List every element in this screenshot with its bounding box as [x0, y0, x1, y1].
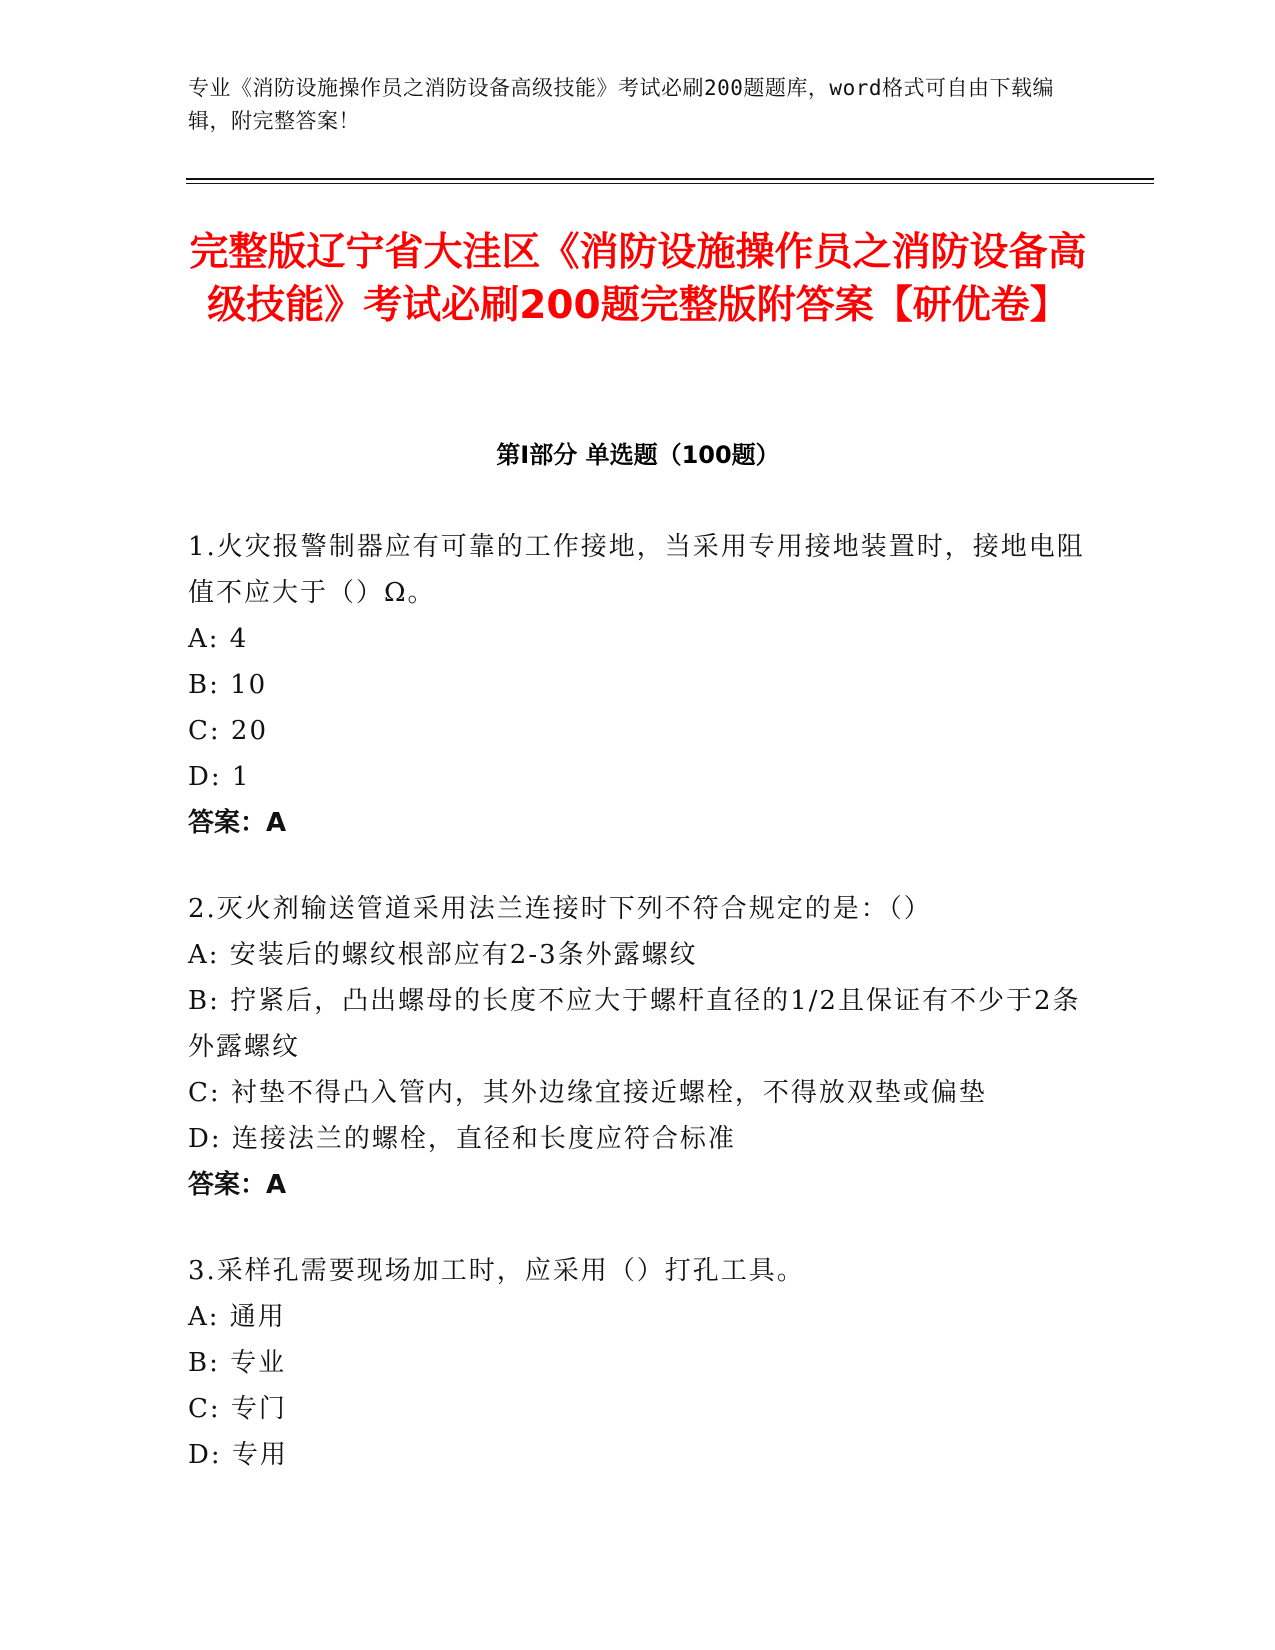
- option-b: B: 拧紧后，凸出螺母的长度不应大于螺杆直径的1/2且保证有不少于2条外露螺纹: [188, 986, 1081, 1062]
- option-a: A: 通用: [188, 1302, 286, 1332]
- option-d: D: 专用: [188, 1440, 288, 1470]
- option-c: C: 专门: [188, 1394, 287, 1424]
- question-1: [188, 524, 1088, 846]
- document-title: 完整版辽宁省大洼区《消防设施操作员之消防设备高级技能》考试必刷200题完整版附答案【研优卷】: [189, 230, 1087, 328]
- question-2: [188, 886, 1088, 1208]
- option-b: B: 10: [188, 670, 268, 700]
- header-note: 专业《消防设施操作员之消防设备高级技能》考试必刷200题题库，word格式可自由下载编辑，附完整答案！: [188, 76, 1054, 133]
- question-3: [188, 1248, 1088, 1478]
- question-stem: 1.火灾报警制器应有可靠的工作接地，当采用专用接地装置时，接地电阻值不应大于（）Ω。: [188, 532, 1085, 608]
- option-c: C: 20: [188, 716, 269, 746]
- option-c: C: 衬垫不得凸入管内，其外边缘宜接近螺栓，不得放双垫或偏垫: [188, 1078, 987, 1108]
- option-a: A: 安装后的螺纹根部应有2-3条外露螺纹: [188, 940, 698, 970]
- section-title: 第I部分 单选题（100题）: [496, 441, 780, 469]
- header-divider-thick: [186, 178, 1154, 180]
- option-d: D: 连接法兰的螺栓，直径和长度应符合标准: [188, 1124, 736, 1154]
- answer-line: 答案：A: [188, 1170, 287, 1200]
- question-stem: 3.采样孔需要现场加工时，应采用（）打孔工具。: [188, 1256, 805, 1286]
- question-stem: 2.灭火剂输送管道采用法兰连接时下列不符合规定的是：（）: [188, 894, 932, 924]
- option-b: B: 专业: [188, 1348, 287, 1378]
- header-divider-thin: [186, 183, 1154, 184]
- option-d: D: 1: [188, 762, 251, 792]
- option-a: A: 4: [188, 624, 249, 654]
- answer-line: 答案：A: [188, 808, 287, 838]
